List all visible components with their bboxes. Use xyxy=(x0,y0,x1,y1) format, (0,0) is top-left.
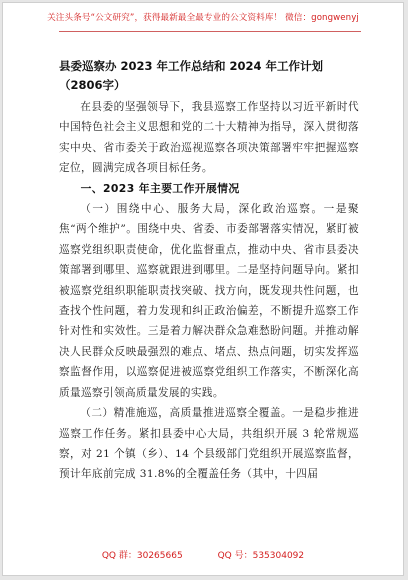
footer-contact xyxy=(3,548,403,561)
intro-paragraph: 在县委的坚强领导下，我县巡察工作坚持以习近平新时代中国特色社会主义思想和党的二十大精神为指导，深入贯彻落实中央、省市委关于政治巡视巡察各项决策部署牢牢把握巡察定位，圆满完成各项目标任务。 xyxy=(59,101,359,175)
paragraph-1: （一）围绕中心、服务大局，深化政治巡察。一是聚焦“两个维护”。围绕中央、省委、市委部署落实情况，紧盯被巡察党组织职责使命，优化监督重点，推动中央、省市县委决策部署到哪里、巡察就跟进到哪里。二是坚持问题导向。紧扣被巡察党组织职能职责找突破、找方向，既发现共性问题，也查找个性问题，着力发现和纠正政治偏差，不断提升巡察工作针对性和实效性。三是着力解决群众急难愁盼问题。并推动解决人民群众反映最强烈的难点、堵点、热点问题，切实发挥巡察监督作用，以巡察促进被巡察党组织工作落实，不断深化高质量巡察引领高质量发展的实践。 xyxy=(59,203,359,399)
paragraph-2: （二）精准施巡，高质量推进巡察全覆盖。一是稳步推进巡察工作任务。紧扣县委中心大局，共组织开展 3 轮常规巡察，对 21 个镇（乡）、14 个县级部门党组织开展巡察监督，预计年底前完成 31.8%的全覆盖任务（其中，十四届 xyxy=(59,407,359,481)
header-divider xyxy=(59,31,361,32)
header-note: 关注头条号“公文研究”，获得最新最全最专业的公文资料库！ 微信：gongwenyj xyxy=(47,13,359,23)
section-heading: 一、2023 年主要工作开展情况 xyxy=(80,181,240,195)
document-body xyxy=(59,97,359,485)
document-page xyxy=(2,2,404,576)
document-title: 县委巡察办 2023 年工作总结和 2024 年工作计划（2806字） xyxy=(59,59,324,92)
footer-qq-number: QQ 号：535304092 xyxy=(217,551,305,561)
footer-qq-group: QQ 群：30265665 xyxy=(101,551,183,561)
